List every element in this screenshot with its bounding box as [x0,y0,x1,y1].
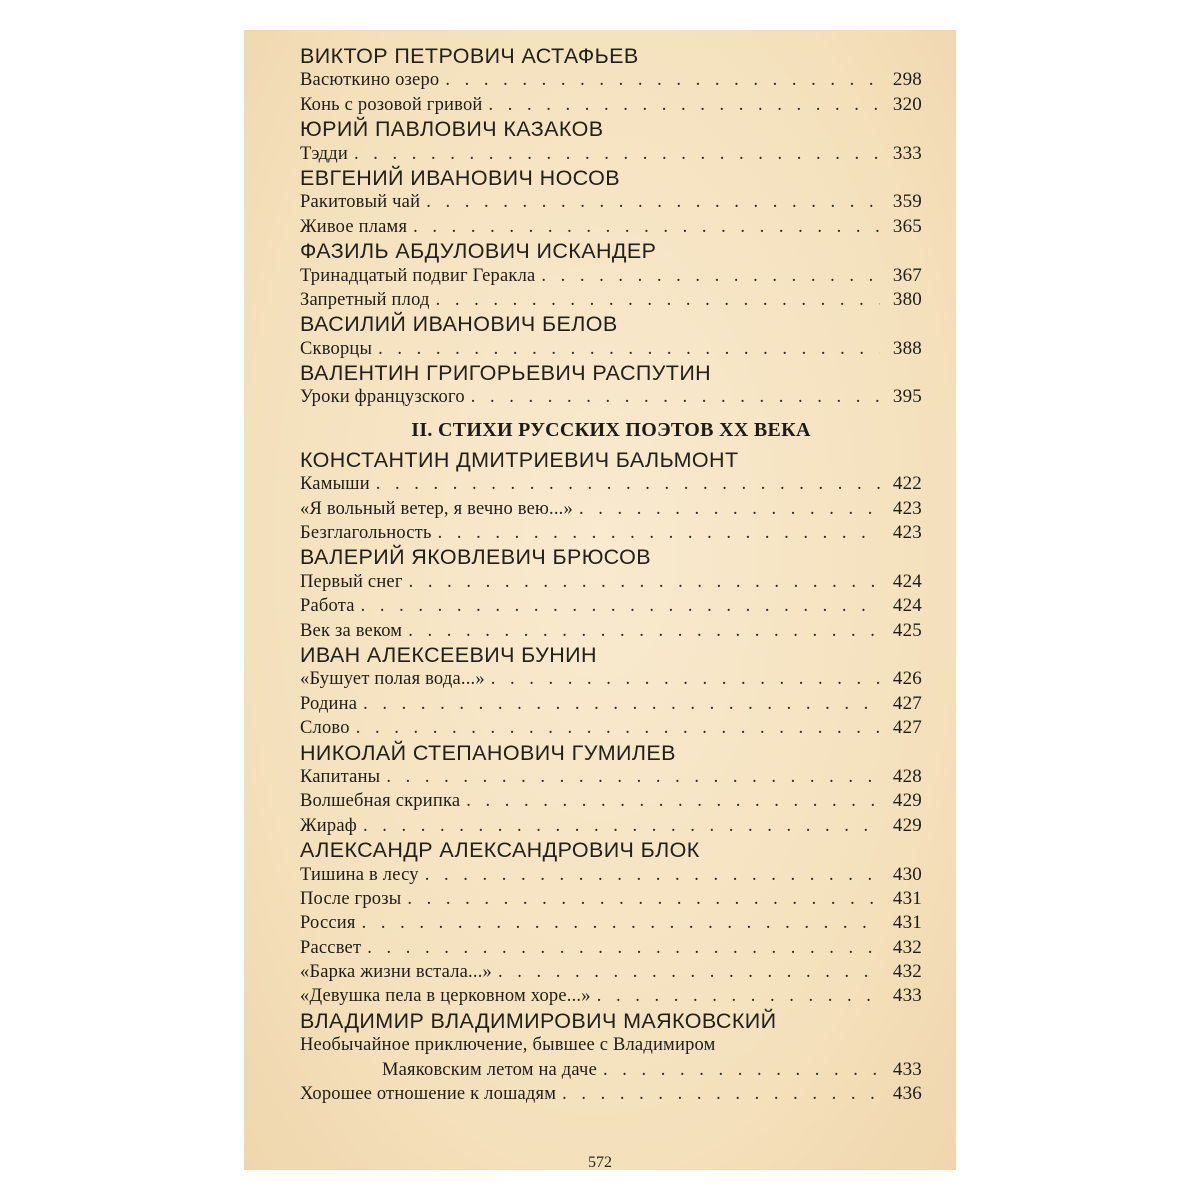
dot-leader [491,667,880,691]
author-heading: ИВАН АЛЕКСЕЕВИЧ БУНИН [300,642,597,667]
toc-entry [300,190,922,214]
toc-entry-title: Тринадцатый подвиг Геракла [300,265,536,286]
dot-leader [436,288,880,312]
toc-entry-title: Камыши [300,474,370,495]
author-heading: ВАСИЛИЙ ИВАНОВИЧ БЕЛОВ [300,312,618,337]
toc-entry-page: 431 [892,887,922,909]
toc-entry-page: 432 [892,961,922,983]
author-heading: КОНСТАНТИН ДМИТРИЕВИЧ БАЛЬМОНТ [300,447,739,472]
toc-entry [300,497,922,521]
toc-entry-title: После грозы [300,888,402,909]
toc-entry [300,789,922,813]
toc-entry-title: Скворцы [300,338,373,359]
toc-entry-page: 320 [892,93,922,115]
toc-entry-page: 427 [892,717,922,739]
toc-entry [300,594,922,618]
toc-entry-page: 424 [892,570,922,592]
dot-leader [362,911,880,935]
toc-entry-title: Маяковским летом на даче [382,1059,597,1080]
toc-entry-page: 436 [892,1083,922,1105]
toc-entry [300,1082,922,1106]
toc-entry-page: 426 [892,668,922,690]
table-of-contents [300,44,922,1106]
author-heading: ЮРИЙ ПАВЛОВИЧ КАЗАКОВ [300,117,604,142]
toc-entry [300,570,922,594]
toc-entry [300,765,922,789]
toc-entry-page: 423 [892,522,922,544]
toc-entry-page: 429 [892,790,922,812]
toc-entry [300,619,922,643]
toc-entry-page: 359 [892,191,922,213]
toc-entry-title: Волшебная скрипка [300,791,461,812]
toc-entry [300,814,922,838]
toc-entry-title: Живое пламя [300,216,408,237]
toc-entry-page: 429 [892,814,922,836]
section-heading: II. СТИХИ РУССКИХ ПОЭТОВ XX ВЕКА [411,418,811,441]
book-page [244,30,956,1170]
dot-leader [466,789,880,813]
dot-leader [378,337,880,361]
toc-entry-title: «Бушует полая вода...» [300,669,485,690]
toc-entry-page: 388 [892,337,922,359]
toc-entry-title: Тэдди [300,143,349,164]
dot-leader [541,264,880,288]
dot-leader [579,497,880,521]
dot-leader [471,385,880,409]
dot-leader [438,521,880,545]
toc-entry [300,936,922,960]
page-number: 572 [588,1154,612,1171]
toc-entry [300,288,922,312]
dot-leader [409,570,880,594]
toc-entry-title: Необычайное приключение, бывшее с Владимиром [300,1035,716,1056]
toc-entry [300,1058,922,1082]
dot-leader [376,472,880,496]
toc-entry-title: Ракитовый чай [300,192,421,213]
toc-entry-page: 298 [892,69,922,91]
toc-entry-title: Россия [300,913,356,934]
toc-entry-title: Слово [300,718,350,739]
toc-entry [300,984,922,1008]
toc-entry [300,472,922,496]
dot-leader [386,765,880,789]
dot-leader [361,594,880,618]
toc-entry-page: 427 [892,692,922,714]
toc-entry-page: 395 [892,386,922,408]
dot-leader [498,960,880,984]
toc-entry-title: «Девушка пела в церковном хоре...» [300,986,591,1007]
author-heading: ВАЛЕРИЙ ЯКОВЛЕВИЧ БРЮСОВ [300,545,651,570]
author-heading: ВИКТОР ПЕТРОВИЧ АСТАФЬЕВ [300,44,639,68]
dot-leader [363,814,880,838]
toc-entry-title: «Барка жизни встала...» [300,962,492,983]
toc-entry-title: «Я вольный ветер, я вечно вею...» [300,498,573,519]
toc-entry-title: Родина [300,693,358,714]
toc-entry [300,142,922,166]
toc-entry [300,667,922,691]
toc-entry [300,692,922,716]
toc-entry-title: Рассвет [300,937,362,958]
dot-leader [562,1082,880,1106]
toc-entry [300,911,922,935]
toc-entry-page: 422 [892,473,922,495]
toc-entry-title: Хорошее отношение к лошадям [300,1084,557,1105]
toc-entry-title: Жираф [300,815,357,836]
toc-entry [300,716,922,740]
toc-entry [300,385,922,409]
dot-leader [425,863,880,887]
toc-entry [300,93,922,117]
toc-entry-page: 433 [892,985,922,1007]
toc-entry [300,215,922,239]
toc-entry-title: Тишина в лесу [300,864,419,885]
dot-leader [354,142,880,166]
toc-entry-page: 423 [892,497,922,519]
toc-entry-page: 433 [892,1058,922,1080]
toc-entry-page: 432 [892,936,922,958]
toc-entry [300,68,922,92]
dot-leader [363,692,880,716]
dot-leader [445,68,880,92]
toc-entry-page: 333 [892,142,922,164]
author-heading: АЛЕКСАНДР АЛЕКСАНДРОВИЧ БЛОК [300,838,700,863]
toc-entry [300,887,922,911]
dot-leader [597,984,880,1008]
toc-entry-title: Васюткино озеро [300,70,440,91]
toc-entry [300,521,922,545]
dot-leader [407,887,880,911]
author-heading: НИКОЛАЙ СТЕПАНОВИЧ ГУМИЛЕВ [300,740,676,765]
author-heading: ВЛАДИМИР ВЛАДИМИРОВИЧ МАЯКОВСКИЙ [300,1008,777,1033]
toc-entry [300,960,922,984]
author-heading: ВАЛЕНТИН ГРИГОРЬЕВИЧ РАСПУТИН [300,361,712,386]
toc-entry [300,863,922,887]
toc-entry-title: Конь с розовой гривой [300,94,483,115]
toc-entry-page: 367 [892,264,922,286]
toc-entry-page: 424 [892,595,922,617]
toc-entry-title: Капитаны [300,766,381,787]
toc-entry-page: 425 [892,619,922,641]
dot-leader [408,619,880,643]
toc-entry-title: Работа [300,596,355,617]
toc-entry [300,337,922,361]
author-heading: ФАЗИЛЬ АБДУЛОВИЧ ИСКАНДЕР [300,239,657,264]
author-heading: ЕВГЕНИЙ ИВАНОВИЧ НОСОВ [300,165,621,190]
dot-leader [356,716,880,740]
toc-entry-page: 428 [892,765,922,787]
dot-leader [413,215,880,239]
toc-entry-page: 430 [892,863,922,885]
toc-entry-title: Век за веком [300,620,403,641]
toc-entry-title: Первый снег [300,571,403,592]
toc-entry-title: Безглагольность [300,523,432,544]
toc-entry-page: 431 [892,912,922,934]
toc-entry [300,264,922,288]
dot-leader [489,93,881,117]
dot-leader [426,190,880,214]
toc-entry-page: 380 [892,288,922,310]
toc-entry-title: Запретный плод [300,289,430,310]
dot-leader [367,936,880,960]
dot-leader [603,1058,880,1082]
toc-entry-title: Уроки французского [300,387,465,408]
toc-entry-page: 365 [892,215,922,237]
